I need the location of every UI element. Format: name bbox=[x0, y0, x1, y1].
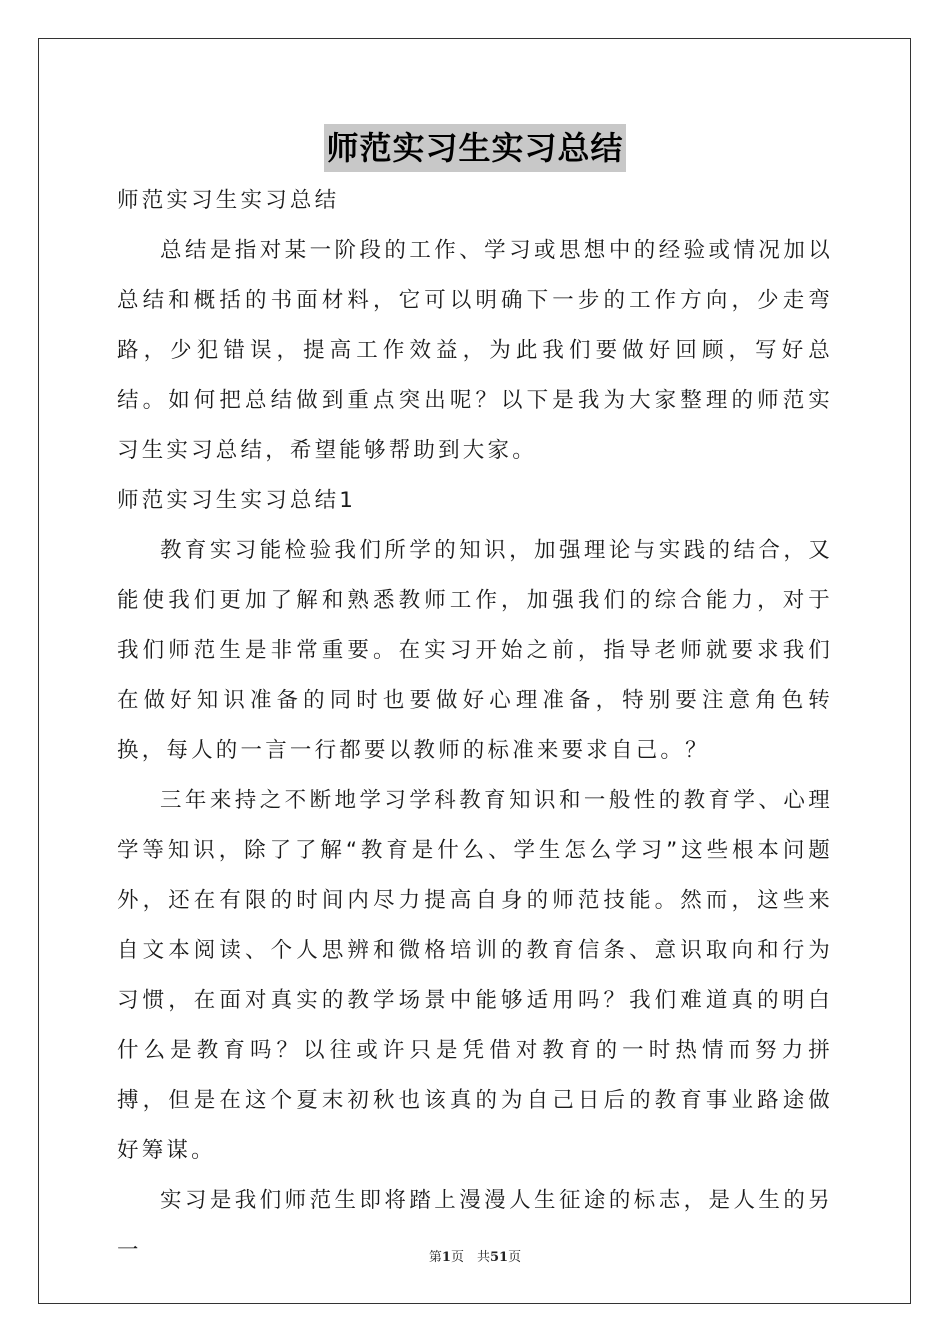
document-title: 师范实习生实习总结 bbox=[324, 124, 625, 172]
total-page-count: 51 bbox=[489, 1250, 509, 1265]
paragraph: 教育实习能检验我们所学的知识，加强理论与实践的结合，又能使我们更加了解和熟悉教师工作，加强我们的综合能力，对于我们师范生是非常重要。在实习开始之前，指导老师就要求我们在做好知识准备的同时也要做好心理准备，特别要注意角色转换，每人的一言一行都要以教师的标准来要求自己。？ bbox=[117, 538, 833, 763]
footer-suffix: 页 bbox=[508, 1250, 522, 1265]
paragraph: 师范实习生实习总结1 bbox=[117, 488, 357, 513]
footer-middle: 页 共 bbox=[450, 1250, 490, 1265]
page-footer bbox=[0, 1246, 950, 1265]
current-page-number: 1 bbox=[441, 1250, 451, 1265]
title-container bbox=[0, 124, 950, 172]
document-body bbox=[117, 176, 833, 1276]
paragraph: 总结是指对某一阶段的工作、学习或思想中的经验或情况加以总结和概括的书面材料，它可以明确下一步的工作方向，少走弯路，少犯错误，提高工作效益，为此我们要做好回顾，写好总结。如何把总结做到重点突出呢？以下是我为大家整理的师范实习生实习总结，希望能够帮助到大家。 bbox=[117, 238, 833, 463]
paragraph: 师范实习生实习总结 bbox=[117, 188, 340, 213]
paragraph: 实习是我们师范生即将踏上漫漫人生征途的标志，是人生的另一 bbox=[117, 1188, 833, 1263]
footer-prefix: 第 bbox=[428, 1250, 442, 1265]
paragraph: 三年来持之不断地学习学科教育知识和一般性的教育学、心理学等知识，除了了解“教育是什么、学生怎么学习”这些根本问题外，还在有限的时间内尽力提高自身的师范技能。然而，这些来自文本阅读、个人思辨和微格培训的教育信条、意识取向和行为习惯，在面对真实的教学场景中能够适用吗？我们难道真的明白什么是教育吗？以往或许只是凭借对教育的一时热情而努力拼搏，但是在这个夏末初秋也该真的为自己日后的教育事业路途做好筹谋。 bbox=[117, 788, 833, 1163]
